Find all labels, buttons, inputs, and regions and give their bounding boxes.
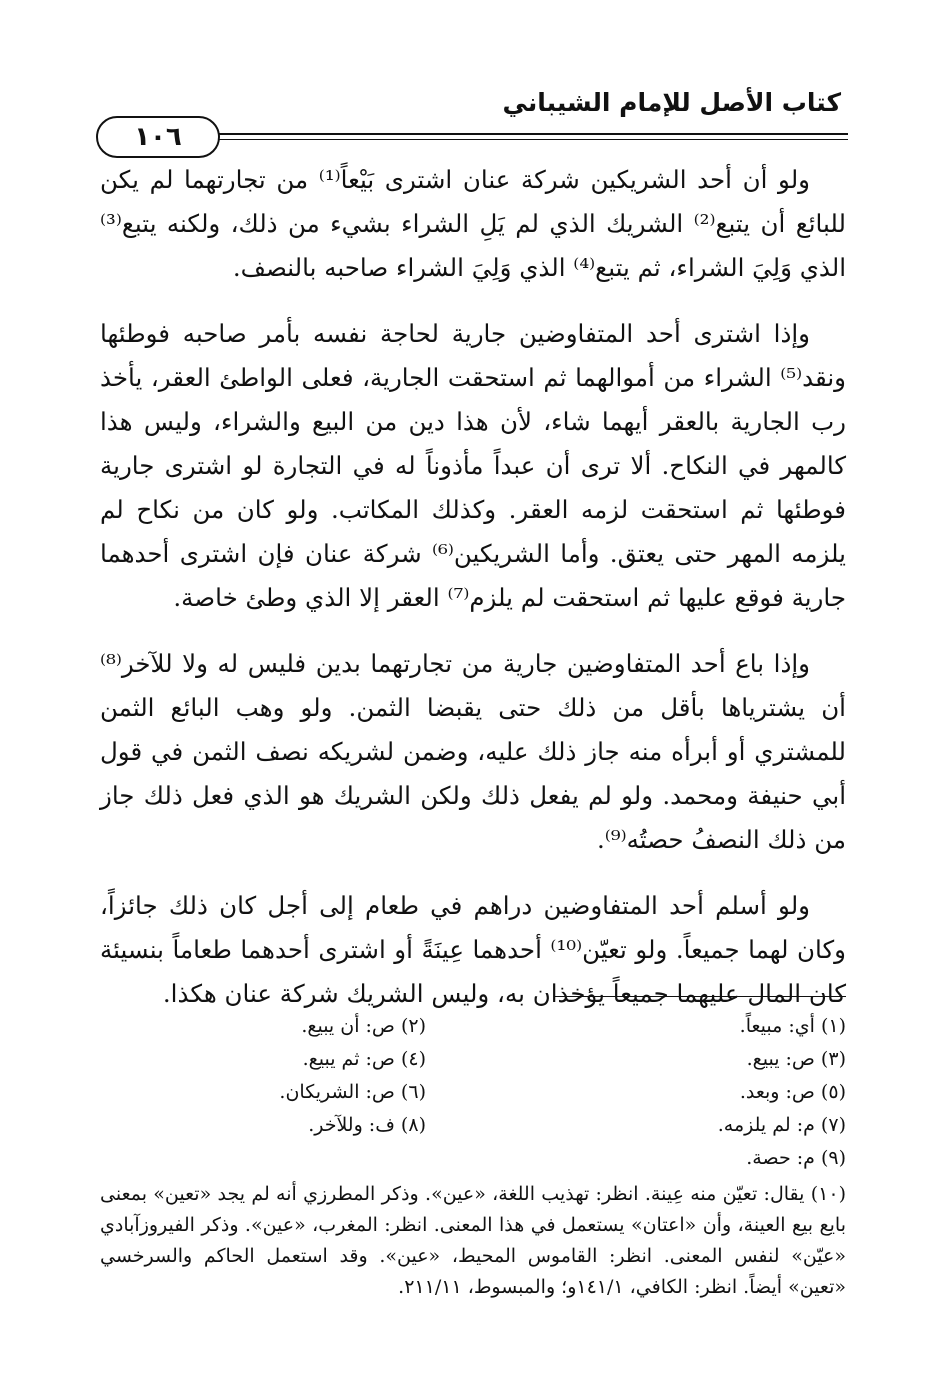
footnote: (١) أي: مبيعاً. — [739, 1015, 846, 1037]
footnotes — [100, 1010, 846, 1303]
footnote: (٤) ص: ثم يبيع. — [302, 1048, 426, 1070]
footnote: (٥) ص: وبعد. — [739, 1081, 846, 1103]
page-number: ١٠٦ — [96, 116, 220, 158]
paragraph: ولو أن أحد الشريكين شركة عنان اشترى بَيْعاً⁽¹⁾ من تجارتهما لم يكن للبائع أن يتبع⁽²⁾ الشريك الذي لم يَلِ الشراء بشيء من ذلك، ولكنه يتبع⁽³⁾ الذي وَلِيَ الشراء، ثم يتبع⁽⁴⁾ الذي وَلِيَ الشراء صاحبه بالنصف. — [100, 165, 846, 282]
footnote: (٢) ص: أن يبيع. — [301, 1015, 426, 1037]
footnote: (٧) م: لم يلزمه. — [717, 1114, 846, 1136]
paragraph: وإذا اشترى أحد المتفاوضين جارية لحاجة نفسه بأمر صاحبه فوطئها ونقد⁽⁵⁾ الشراء من أموالهما ثم استحقت الجارية، فعلى الواطئ العقر، يأخذ رب الجارية بالعقر أيهما شاء، لأن هذا دين من البيع والشراء، وليس هذا كالمهر في النكاح. ألا ترى أن عبداً مأذوناً له في التجارة لو اشترى جارية فوطئها ثم استحقت لزمه العقر. وكذلك المكاتب. ولو كان من نكاح لم يلزمه المهر حتى يعتق. وأما الشريكين⁽⁶⁾ شركة عنان فإن اشترى أحدهما جارية فوقع عليها ثم استحقت لم يلزم⁽⁷⁾ العقر إلا الذي وطئ خاصة. — [100, 319, 846, 612]
running-title: كتاب الأصل للإمام الشيباني — [502, 88, 841, 117]
footnote-separator — [554, 996, 846, 997]
footnote-long: (١٠) يقال: تعيّن منه عِينة. انظر: تهذيب اللغة، «عين». وذكر المطرزي أنه لم يجد «تعين» بمعنى بايع بيع العينة، وأن «اعتان» يستعمل في هذا المعنى. انظر: المغرب، «عين». وذكر الفيروزآبادي «عيّن» لنفس المعنى. انظر: القاموس المحيط، «عين». وقد استعمل الحاكم والسرخسي «تعين» أيضاً. انظر: الكافي، ١٤١/١و؛ والمبسوط، ٢١١/١١. — [100, 1183, 846, 1298]
footnote: (٨) ف: وللآخر. — [308, 1114, 426, 1136]
footnote-column-left — [106, 1010, 426, 1175]
footnote: (٣) ص: يبيع. — [746, 1048, 846, 1070]
footnote: (٩) م: حصة. — [746, 1147, 846, 1169]
main-text — [100, 158, 846, 1038]
paragraph: ولو أسلم أحد المتفاوضين دراهم في طعام إلى أجل كان ذلك جائزاً، وكان لهما جميعاً. ولو تعيّن⁽¹⁰⁾ أحدهما عِينَةً أو اشترى أحدهما طعاماً بنسيئة كان المال عليهما جميعاً يؤخذان به، وليس الشريك شركة عنان هكذا. — [100, 891, 846, 1008]
footnote-columns — [100, 1010, 846, 1175]
paragraph: وإذا باع أحد المتفاوضين جارية من تجارتهما بدين فليس له ولا للآخر⁽⁸⁾ أن يشترياها بأقل من ذلك حتى يقبضا الثمن. ولو وهب البائع الثمن للمشتري أو أبرأه منه جاز ذلك عليه، وضمن لشريكه نصف الثمن في قول أبي حنيفة ومحمد. ولو لم يفعل ذلك ولكن الشريك هو الذي فعل ذلك جاز من ذلك النصفُ حصتُه⁽⁹⁾. — [100, 649, 846, 854]
footnote-column-right — [426, 1010, 846, 1175]
footnote: (٦) ص: الشريكان. — [279, 1081, 426, 1103]
